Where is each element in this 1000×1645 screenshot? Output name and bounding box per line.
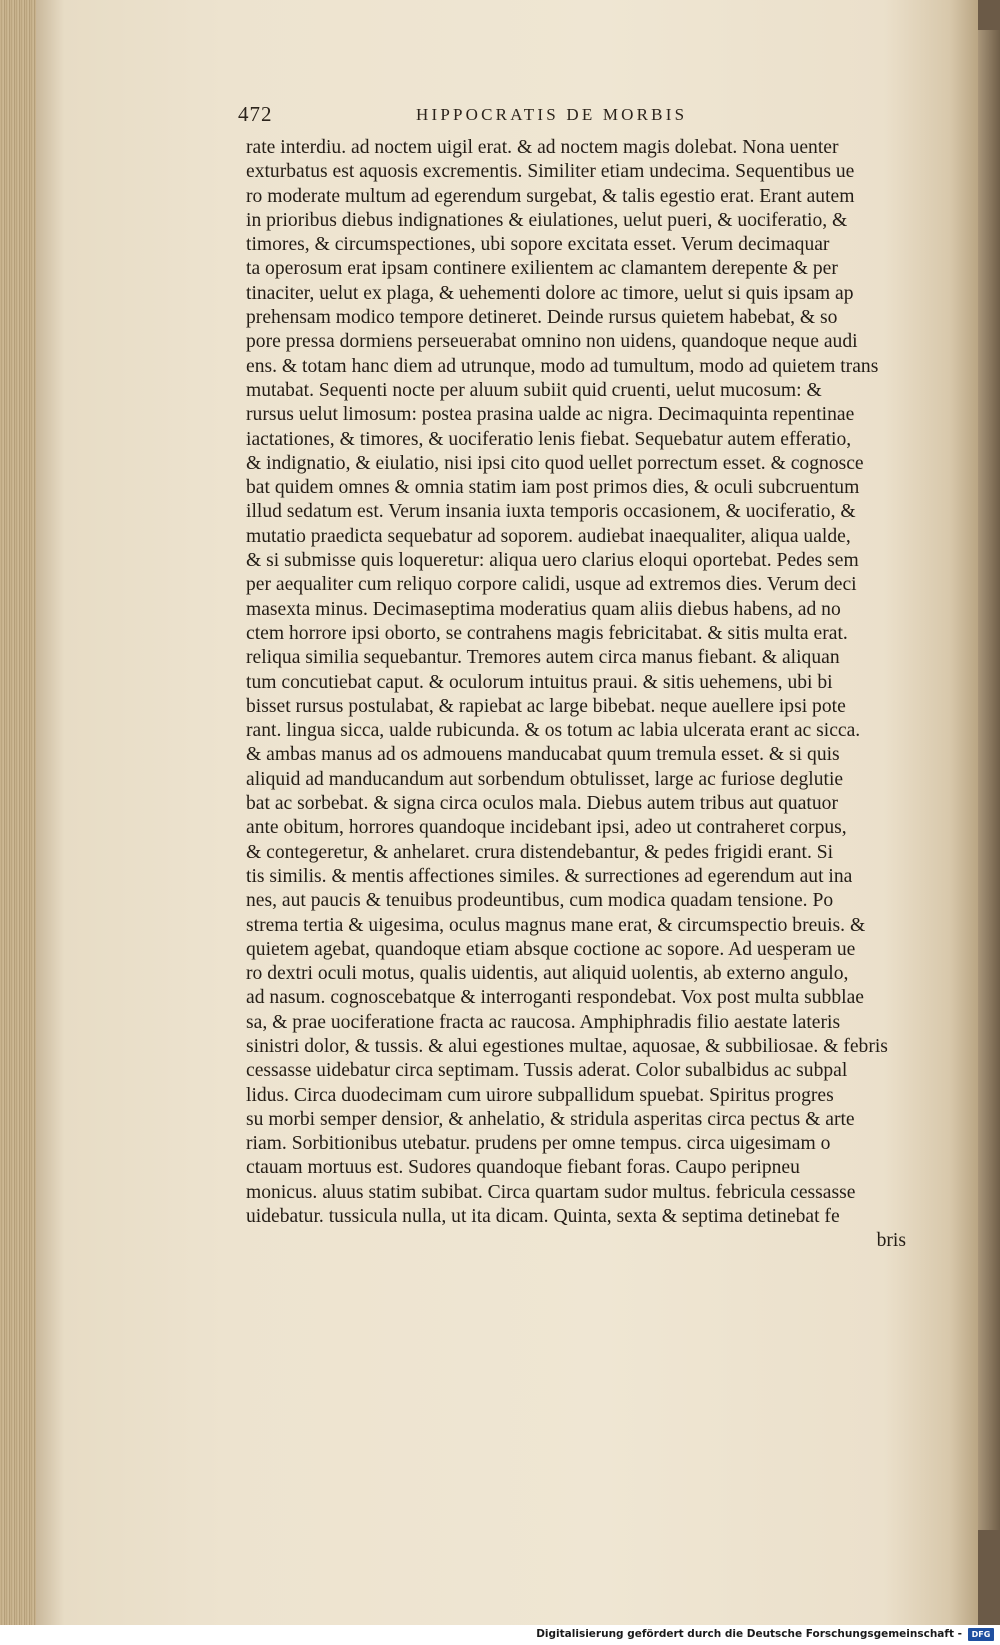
text-line: masexta minus. Decimaseptima moderatius quam aliis diebus habens, ad no — [246, 598, 841, 620]
text-line: ro moderate multum ad egerendum surgebat, & talis egestio erat. Erant autem — [246, 185, 855, 207]
text-line: reliqua similia sequebantur. Tremores autem circa manus fiebant. & aliquan — [246, 647, 840, 669]
catchword: bris — [876, 1230, 906, 1252]
text-line: uidebatur. tussicula nulla, ut ita dicam. Quinta, sexta & septima detinebat fe — [246, 1206, 840, 1228]
text-line: strema tertia & uigesima, oculus magnus mane erat, & circumspectio breuis. & — [246, 914, 866, 936]
text-line: & contegeretur, & anhelaret. crura distendebantur, & pedes frigidi erant. Si — [246, 841, 834, 863]
text-line: illud sedatum est. Verum insania iuxta temporis occasionem, & uociferatio, & — [246, 501, 856, 523]
text-line: ro dextri oculi motus, qualis uidentis, aut aliquid uolentis, ab externo angulo, — [246, 963, 849, 985]
text-line: monicus. aluus statim subibat. Circa quartam sudor multus. febricula cessasse — [246, 1181, 856, 1203]
text-line: lidus. Circa duodecimam cum uirore subpallidum spuebat. Spiritus progres — [246, 1084, 834, 1106]
text-line: tum concutiebat caput. & oculorum intuitus praui. & sitis uehemens, ubi bi — [246, 671, 833, 693]
text-line: mutatio praedicta sequebatur ad soporem. audiebat inaequaliter, aliqua ualde, — [246, 525, 851, 547]
text-line: bisset rursus postulabat, & rapiebat ac large bibebat. neque auellere ipsi pote — [246, 695, 846, 717]
text-line: riam. Sorbitionibus utebatur. prudens per omne tempus. circa uigesimam o — [246, 1133, 831, 1155]
text-line: timores, & circumspectiones, ubi sopore excitata esset. Verum decimaquar — [246, 234, 830, 256]
text-line: ante obitum, horrores quandoque incidebant ipsi, adeo ut contraheret corpus, — [246, 817, 847, 839]
text-line: ctem horrore ipsi oborto, se contrahens magis febricitabat. & sitis multa erat. — [246, 622, 848, 644]
text-line: in prioribus diebus indignationes & eiulationes, uelut pueri, & uociferatio, & — [246, 209, 848, 231]
running-title: HIPPOCRATIS DE MORBIS — [416, 105, 688, 124]
text-line: exturbatus est aquosis excrementis. Similiter etiam undecima. Sequentibus ue — [246, 161, 855, 183]
text-line: per aequaliter cum reliquo corpore calidi, usque ad extremos dies. Verum deci — [246, 574, 857, 596]
text-line: & ambas manus ad os admouens manducabat quum tremula esset. & si quis — [246, 744, 840, 766]
text-line: rant. lingua sicca, ualde rubicunda. & os totum ac labia ulcerata erant ac sicca. — [246, 720, 861, 742]
text-line: mutabat. Sequenti nocte per aluum subiit quid cruenti, uelut mucosum: & — [246, 379, 822, 401]
book-page-edges — [0, 0, 36, 1625]
text-line: sinistri dolor, & tussis. & alui egestiones multae, aquosae, & subbiliosae. & febris — [246, 1035, 888, 1057]
text-line: & indignatio, & eiulatio, nisi ipsi cito quod uellet porrectum esset. & cognosce — [246, 452, 864, 474]
text-line: ta operosum erat ipsam continere exilientem ac clamantem derepente & per — [246, 258, 838, 280]
text-line: sa, & prae uociferatione fracta ac raucosa. Amphiphradis filio aestate lateris — [246, 1011, 841, 1033]
text-line: bat ac sorbebat. & signa circa oculos mala. Diebus autem tribus aut quatuor — [246, 793, 838, 815]
text-line: rate interdiu. ad noctem uigil erat. & ad noctem magis dolebat. Nona uenter — [246, 137, 839, 158]
text-line: & si submisse quis loqueretur: aliqua uero clarius eloqui oportebat. Pedes sem — [246, 550, 859, 572]
folio-number: 472 — [238, 102, 273, 126]
text-line: bat quidem omnes & omnia statim iam post primos dies, & oculi subcruentum — [246, 477, 860, 499]
text-line: ad nasum. cognoscebatque & interroganti respondebat. Vox post multa subblae — [246, 987, 864, 1009]
text-line: nes, aut paucis & tenuibus prodeuntibus, cum modica quadam tensione. Po — [246, 890, 834, 912]
text-line: tis similis. & mentis affectiones similes. & surrectiones ad egerendum aut ina — [246, 865, 853, 887]
text-line: pore pressa dormiens perseuerabat omnino non uidens, quandoque neque audi — [246, 331, 858, 353]
footer-bar — [0, 1625, 1000, 1645]
text-line: ctauam mortuus est. Sudores quandoque fiebant foras. Caupo peripneu — [246, 1157, 800, 1179]
body-text — [246, 136, 906, 1254]
text-line: quietem agebat, quandoque etiam absque coctione ac sopore. Ad uesperam ue — [246, 938, 856, 960]
text-line: aliquid ad manducandum aut sorbendum obtulisset, large ac furiose deglutie — [246, 768, 844, 790]
text-line: rursus uelut limosum: postea prasina ualde ac nigra. Decimaquinta repentinae — [246, 404, 855, 426]
book-binding-edge — [978, 30, 1000, 1530]
text-line: ens. & totam hanc diem ad utrunque, modo ad tumultum, modo ad quietem trans — [246, 355, 879, 377]
text-line: su morbi semper densior, & anhelatio, & stridula asperitas circa pectus & arte — [246, 1108, 855, 1130]
text-line: cessasse uidebatur circa septimam. Tussis aderat. Color subalbidus ac subpal — [246, 1060, 848, 1082]
dfg-logo: DFG — [968, 1628, 994, 1641]
funding-notice: Digitalisierung gefördert durch die Deutsche Forschungsgemeinschaft - — [536, 1628, 962, 1640]
text-line: iactationes, & timores, & uociferatio lenis fiebat. Sequebatur autem efferatio, — [246, 428, 852, 450]
page-header — [238, 102, 798, 128]
text-line: prehensam modico tempore detineret. Deinde rursus quietem habebat, & so — [246, 307, 838, 329]
text-line: tinaciter, uelut ex plaga, & uehementi dolore ac timore, uelut si quis ipsam ap — [246, 282, 854, 304]
